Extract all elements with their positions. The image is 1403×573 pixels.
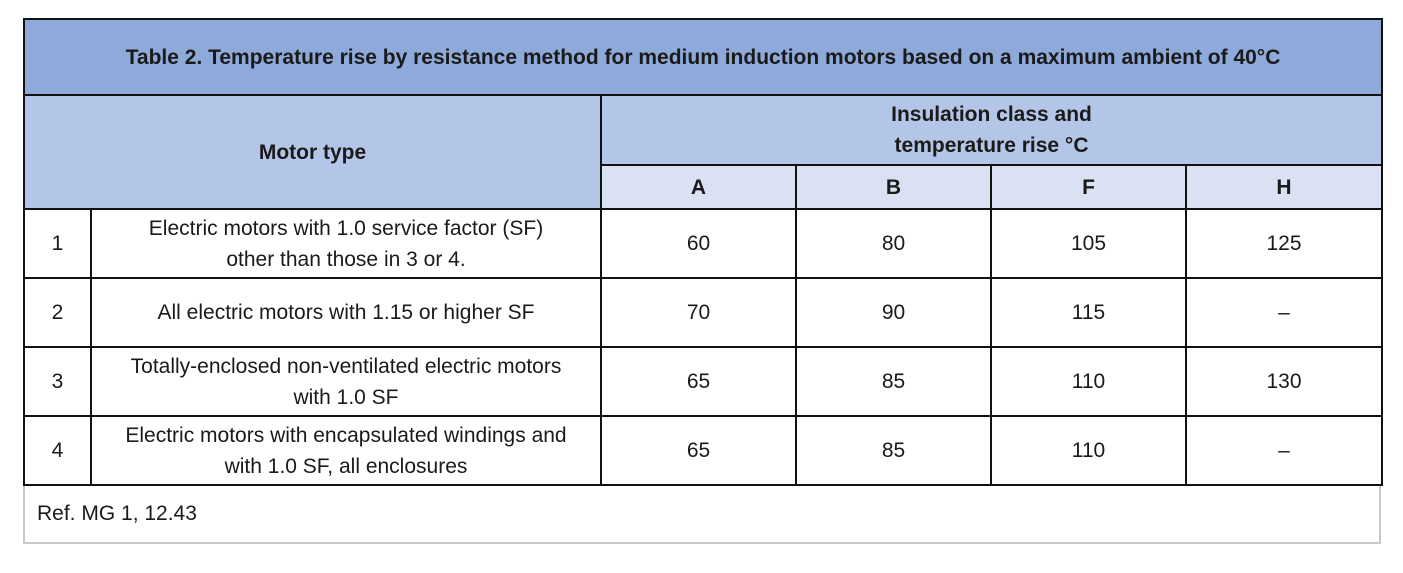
temperature-rise-table [23,18,1383,486]
value-class-b: 80 [796,209,991,278]
description-line-2: with 1.0 SF [293,385,399,409]
description-line-2: with 1.0 SF, all enclosures [224,454,468,478]
value-class-b: 90 [796,278,991,347]
description-line-1: Electric motors with encapsulated windings and [125,423,567,447]
row-number: 2 [24,278,91,347]
value-class-h: – [1186,278,1382,347]
value-class-a: 60 [601,209,796,278]
value-class-b: 85 [796,347,991,416]
value-class-f: 110 [991,347,1186,416]
motor-description [91,347,601,416]
value-class-h: 130 [1186,347,1382,416]
insulation-header-line-2: temperature rise °C [894,134,1089,157]
table-row [24,278,1382,347]
value-class-f: 115 [991,278,1186,347]
value-class-a: 65 [601,416,796,485]
table-row [24,347,1382,416]
insulation-header-line-1: Insulation class and [891,103,1092,126]
description-line-1: Electric motors with 1.0 service factor (SF) [148,216,544,240]
value-class-a: 70 [601,278,796,347]
value-class-f: 105 [991,209,1186,278]
class-header-f: F [991,165,1186,209]
description-line-2: other than those in 3 or 4. [226,247,466,271]
motor-type-header: Motor type [24,95,601,209]
motor-description [91,209,601,278]
value-class-h: 125 [1186,209,1382,278]
row-number: 3 [24,347,91,416]
insulation-class-header [601,95,1382,165]
row-number: 1 [24,209,91,278]
table-caption: Table 2. Temperature rise by resistance method for medium induction motors based on a maximum ambient of 40°C [24,19,1382,95]
reference-note: Ref. MG 1, 12.43 [23,486,1381,544]
value-class-b: 85 [796,416,991,485]
description-line-1: Totally-enclosed non-ventilated electric motors [130,354,562,378]
value-class-f: 110 [991,416,1186,485]
table-row [24,209,1382,278]
motor-description [91,416,601,485]
motor-description [91,278,601,347]
temperature-rise-table-container [23,18,1381,544]
table-row [24,416,1382,485]
class-header-h: H [1186,165,1382,209]
class-header-b: B [796,165,991,209]
class-header-a: A [601,165,796,209]
description-line-1: All electric motors with 1.15 or higher SF [157,301,535,324]
row-number: 4 [24,416,91,485]
value-class-a: 65 [601,347,796,416]
value-class-h: – [1186,416,1382,485]
